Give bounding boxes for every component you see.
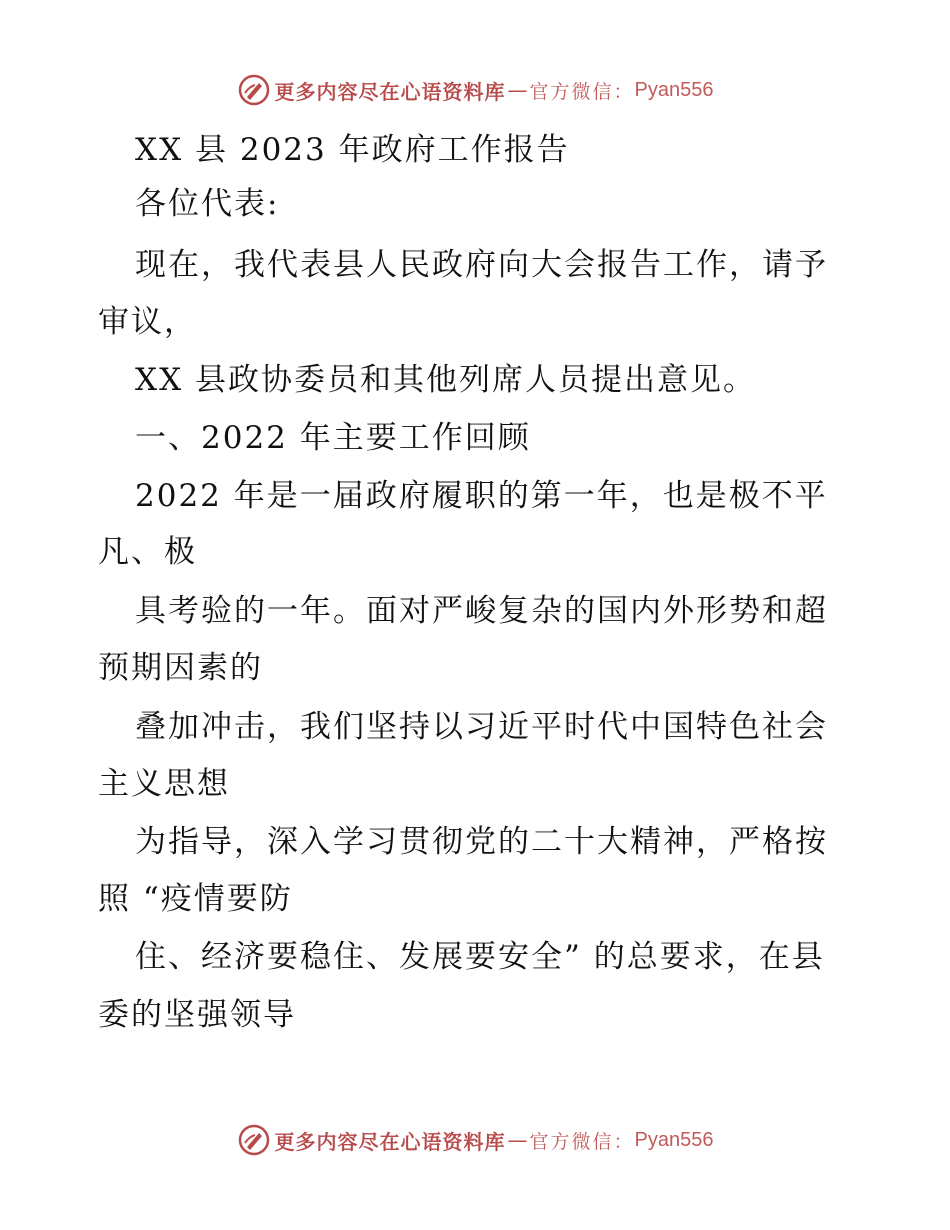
header-banner (0, 70, 950, 110)
banner-dash: — (507, 1128, 528, 1152)
brand-logo-icon (237, 1123, 271, 1157)
doc-line: 预期因素的 (98, 650, 263, 686)
banner-handle: Pyan556 (634, 1128, 714, 1151)
doc-line: 审议， (98, 304, 197, 340)
doc-section-heading: 一、2022 年主要工作回顾 (135, 420, 531, 456)
banner-contact-label: 官方微信： (529, 80, 635, 103)
doc-line: XX 县政协委员和其他列席人员提出意见。 (135, 362, 756, 398)
banner-contact-label: 官方微信： (529, 1130, 635, 1153)
doc-line: 凡、极 (98, 534, 197, 570)
banner-brand-text: 更多内容尽在心语资料库 (274, 1129, 506, 1154)
banner-brand-text: 更多内容尽在心语资料库 (274, 79, 506, 104)
doc-line: 住、经济要稳住、发展要安全” 的总要求，在县 (135, 939, 825, 975)
doc-line: 叠加冲击，我们坚持以习近平时代中国特色社会 (135, 709, 828, 745)
doc-line: 委的坚强领导 (98, 997, 296, 1033)
doc-line: 主义思想 (98, 766, 230, 802)
doc-line: 为指导，深入学习贯彻党的二十大精神，严格按 (135, 824, 828, 860)
doc-title: XX 县 2023 年政府工作报告 (135, 132, 570, 168)
doc-line: 具考验的一年。面对严峻复杂的国内外形势和超 (135, 593, 828, 629)
footer-banner (0, 1120, 950, 1160)
doc-line: 照 “疫情要防 (98, 881, 293, 917)
brand-logo-icon (237, 73, 271, 107)
banner-handle: Pyan556 (634, 78, 714, 101)
doc-line: 现在，我代表县人民政府向大会报告工作，请予 (135, 247, 828, 283)
banner-dash: — (507, 78, 528, 102)
doc-line: 2022 年是一届政府履职的第一年，也是极不平 (135, 478, 828, 514)
doc-salutation: 各位代表: (135, 186, 280, 222)
